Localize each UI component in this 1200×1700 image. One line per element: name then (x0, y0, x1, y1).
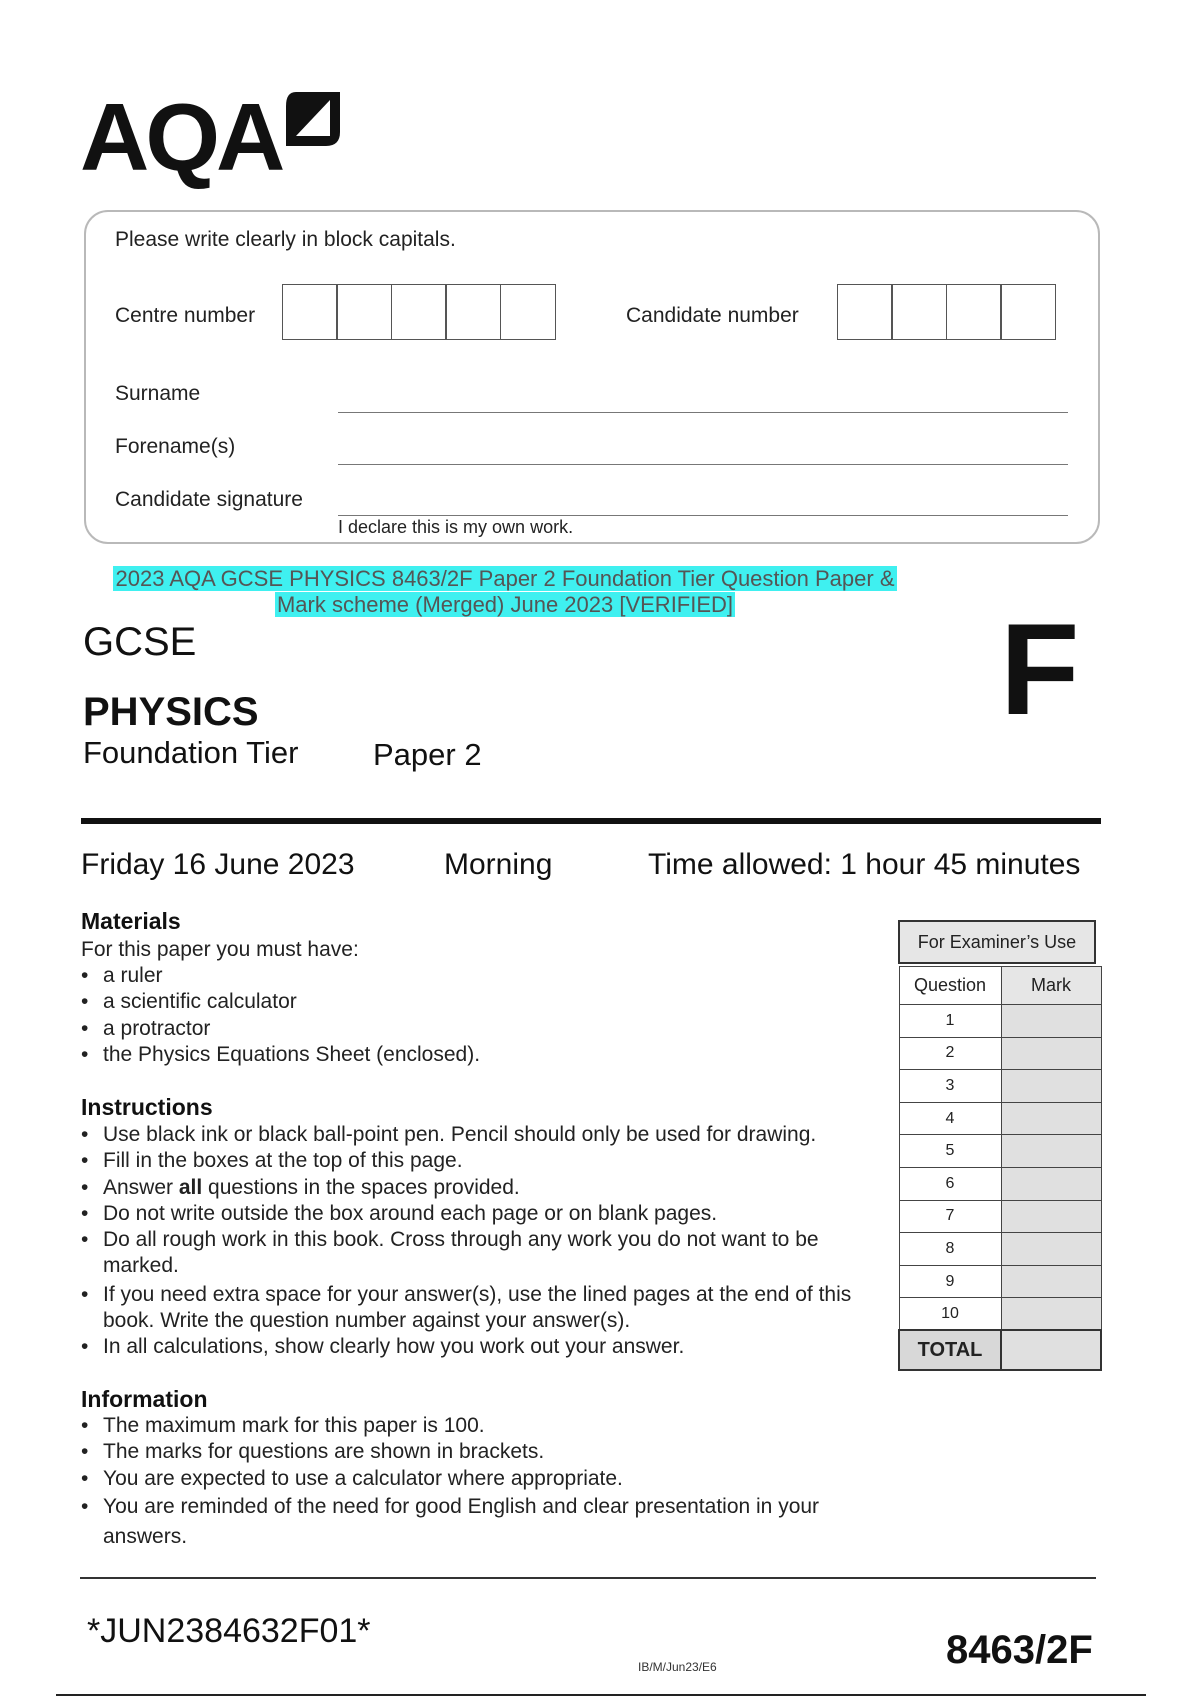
mark-cell[interactable] (1001, 1298, 1101, 1331)
centre-number-boxes[interactable] (283, 284, 556, 340)
instructions-list (81, 1122, 871, 1361)
banner-line-2: Mark scheme (Merged) June 2023 [VERIFIED] (276, 592, 734, 617)
centre-digit-box[interactable] (282, 284, 338, 340)
answer-all-pre: Answer (103, 1175, 179, 1199)
mark-cell[interactable] (1001, 1233, 1101, 1266)
question-number: 7 (899, 1200, 1001, 1233)
materials-heading: Materials (81, 908, 181, 934)
document-banner (108, 566, 902, 618)
signature-field[interactable] (338, 515, 1068, 516)
instructions-heading: Instructions (81, 1094, 213, 1120)
title-divider (81, 818, 1101, 824)
list-item: • Fill in the boxes at the top of this page. (81, 1148, 871, 1174)
subject-title: PHYSICS (83, 690, 259, 734)
candidate-digit-box[interactable] (946, 284, 1002, 340)
question-number: 5 (899, 1135, 1001, 1168)
mark-cell[interactable] (1001, 1102, 1101, 1135)
candidate-digit-box[interactable] (891, 284, 947, 340)
centre-digit-box[interactable] (445, 284, 501, 340)
examiner-use-heading: For Examiner’s Use (898, 920, 1096, 964)
question-number: 1 (899, 1005, 1001, 1038)
centre-digit-box[interactable] (500, 284, 556, 340)
paper-label: Paper 2 (373, 737, 482, 772)
total-label: TOTAL (899, 1330, 1001, 1370)
list-item: • If you need extra space for your answer(s), use the lined pages at the end of this book. Write the question number against your answer(s). (81, 1282, 873, 1335)
examiner-mark-table (898, 966, 1102, 1371)
list-item: • Do all rough work in this book. Cross through any work you do not want to be marked. (81, 1227, 823, 1280)
question-number: 2 (899, 1037, 1001, 1070)
list-item: • Use black ink or black ball-point pen. Pencil should only be used for drawing. (81, 1122, 871, 1148)
list-item: • You are reminded of the need for good English and clear presentation in your answers. (81, 1492, 841, 1552)
declaration-text: I declare this is my own work. (338, 517, 574, 537)
list-item: • In all calculations, show clearly how you work out your answer. (81, 1334, 871, 1360)
list-item: • the Physics Equations Sheet (enclosed). (81, 1042, 881, 1068)
mark-cell[interactable] (1001, 1135, 1101, 1168)
question-number: 8 (899, 1233, 1001, 1266)
answer-all-emphasis: all (178, 1175, 203, 1199)
list-item: • Do not write outside the box around each page or on blank pages. (81, 1201, 871, 1227)
question-number: 10 (899, 1298, 1001, 1331)
tier-label: Foundation Tier (83, 735, 299, 770)
aqa-logo (80, 84, 350, 191)
materials-list (81, 963, 881, 1068)
forename-field[interactable] (338, 464, 1068, 465)
page-bottom-rule (56, 1694, 1146, 1696)
mark-cell[interactable] (1001, 1167, 1101, 1200)
mark-cell[interactable] (1001, 1265, 1101, 1298)
candidate-digit-box[interactable] (837, 284, 893, 340)
question-column-header: Question (899, 967, 1001, 1005)
tier-letter: F (1000, 596, 1080, 742)
candidate-number-boxes[interactable] (838, 284, 1056, 340)
forename-label: Forename(s) (115, 435, 236, 458)
mark-cell[interactable] (1001, 1037, 1101, 1070)
banner-line-1: 2023 AQA GCSE PHYSICS 8463/2F Paper 2 Foundation Tier Question Paper & (115, 566, 895, 591)
centre-digit-box[interactable] (391, 284, 447, 340)
barcode-text: *JUN2384632F01* (87, 1612, 371, 1650)
list-item: • The marks for questions are shown in brackets. (81, 1439, 841, 1465)
information-list (81, 1413, 841, 1552)
candidate-number-label: Candidate number (626, 304, 799, 327)
total-mark-cell[interactable] (1001, 1330, 1101, 1370)
logo-text: AQA (80, 84, 282, 191)
list-item: • The maximum mark for this paper is 100. (81, 1413, 841, 1439)
mark-cell[interactable] (1001, 1200, 1101, 1233)
paper-code: 8463/2F (946, 1628, 1093, 1672)
question-number: 9 (899, 1265, 1001, 1298)
qualification-title: GCSE (83, 620, 197, 664)
information-heading: Information (81, 1386, 208, 1412)
aqa-logo-mark-icon (286, 92, 340, 146)
question-number: 6 (899, 1167, 1001, 1200)
list-item: • a protractor (81, 1016, 881, 1042)
answer-all-post: questions in the spaces provided. (202, 1175, 520, 1199)
question-number: 4 (899, 1102, 1001, 1135)
surname-field[interactable] (338, 412, 1068, 413)
centre-number-label: Centre number (115, 304, 256, 327)
centre-digit-box[interactable] (336, 284, 392, 340)
materials-intro: For this paper you must have: (81, 938, 359, 961)
mark-column-header: Mark (1001, 967, 1101, 1005)
exam-session: Morning (444, 848, 553, 881)
candidate-digit-box[interactable] (1000, 284, 1056, 340)
list-item (81, 1175, 871, 1201)
signature-label: Candidate signature (115, 488, 303, 511)
document-reference: IB/M/Jun23/E6 (638, 1660, 717, 1674)
time-allowed: Time allowed: 1 hour 45 minutes (648, 848, 1081, 881)
surname-label: Surname (115, 382, 201, 405)
list-item: • a ruler (81, 963, 881, 989)
mark-cell[interactable] (1001, 1005, 1101, 1038)
block-capitals-instruction: Please write clearly in block capitals. (115, 228, 456, 251)
footer-divider (80, 1577, 1096, 1579)
mark-cell[interactable] (1001, 1070, 1101, 1103)
question-number: 3 (899, 1070, 1001, 1103)
exam-date: Friday 16 June 2023 (81, 848, 355, 881)
list-item: • a scientific calculator (81, 989, 881, 1015)
list-item: • You are expected to use a calculator where appropriate. (81, 1466, 841, 1492)
